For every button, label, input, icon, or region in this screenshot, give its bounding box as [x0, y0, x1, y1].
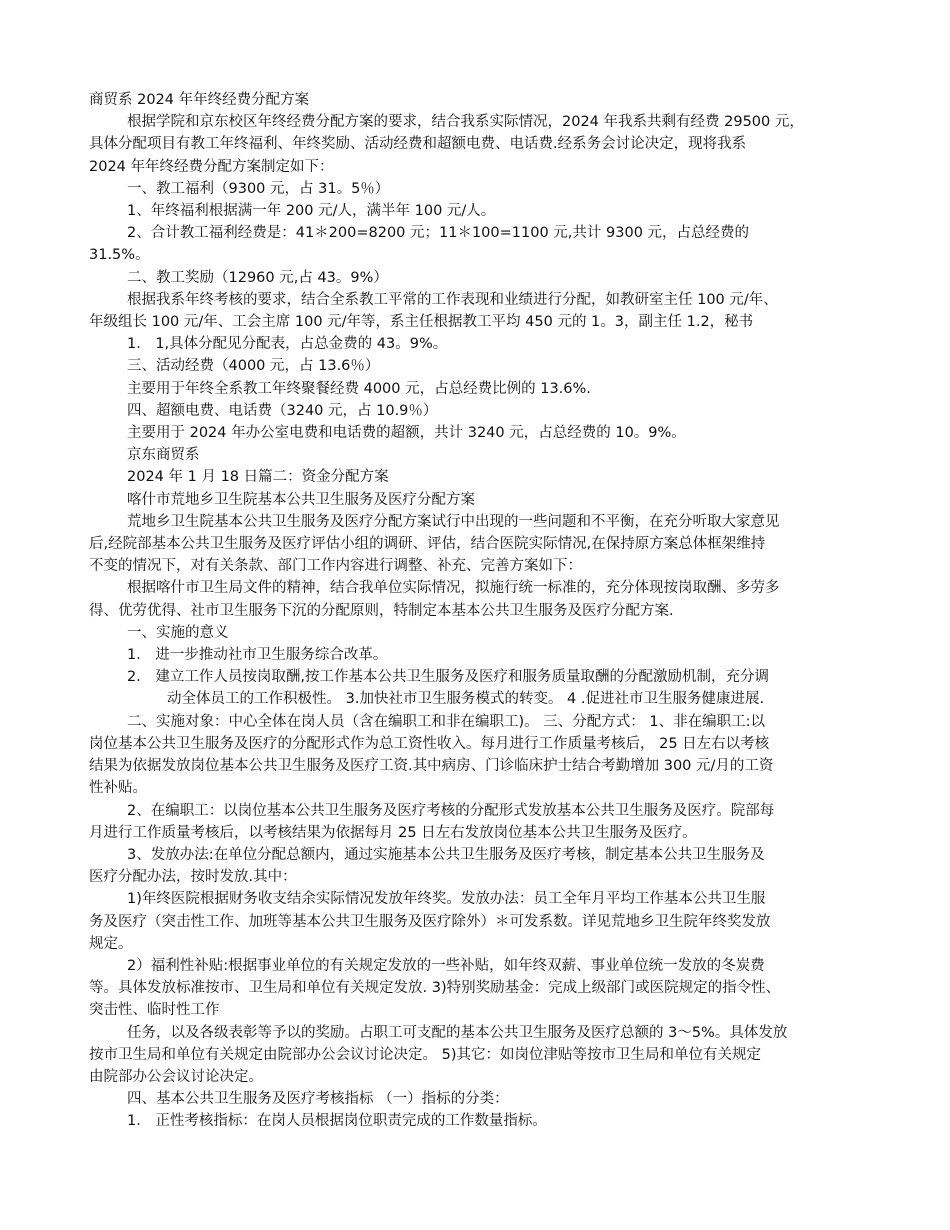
text-line: 三、活动经费（4000 元，占 13.6％）	[127, 358, 380, 375]
text-line: 由院部办公会议讨论决定。	[89, 1068, 263, 1085]
text-line: 二、教工奖励（12960 元,占 43。9%）	[127, 269, 388, 286]
text-line: 2）福利性补贴:根据事业单位的有关规定发放的一些补贴，如年终双薪、事业单位统一发放的冬炭费	[127, 957, 765, 974]
text-line: 突击性、临时性工作	[89, 1002, 220, 1019]
text-line: 2、合计教工福利经费是：41＊200=8200 元；11＊100=1100 元,共计 9300 元，占总经费的	[127, 225, 750, 242]
text-line: 一、教工福利（9300 元，占 31。5％）	[127, 180, 390, 197]
text-line: 按市卫生局和单位有关规定由院部办公会议讨论决定。 5)其它：如岗位津贴等按市卫生局和单位有关规定	[89, 1046, 761, 1063]
text-line: 医疗分配办法，按时发放.其中：	[89, 869, 297, 886]
text-line: 岗位基本公共卫生服务及医疗的分配形式作为总工资性收入。每月进行工作质量考核后， 25 日左右以考核	[89, 735, 770, 752]
text-line: 主要用于年终全系教工年终聚餐经费 4000 元，占总经费比例的 13.6%.	[127, 380, 591, 397]
text-line: 具体分配项目有教工年终福利、年终奖励、活动经费和超额电费、电话费.经系务会讨论决定，现将我系	[89, 136, 747, 153]
text-line: 性补贴。	[89, 780, 147, 797]
text-line: 一、实施的意义	[127, 624, 229, 641]
text-line: 主要用于 2024 年办公室电费和电话费的超额，共计 3240 元，占总经费的 10。9%。	[127, 425, 686, 442]
text-line: 1． 进一步推动社市卫生服务综合改革。	[127, 647, 388, 664]
text-line: 1． 1,具体分配见分配表，占总金费的 43。9%。	[127, 336, 448, 353]
text-line: 不变的情况下，对有关条款、部门工作内容进行调整、补充、完善方案如下：	[89, 558, 582, 575]
text-line: 年级组长 100 元/年、工会主席 100 元/年等，系主任根据教工平均 450 元的 1。3，副主任 1.2，秘书	[89, 314, 754, 331]
text-line: 动全体员工的工作积极性。 3.加快社市卫生服务模式的转变。 4 .促进社市卫生服务健康进展.	[167, 691, 765, 708]
text-line: 2． 建立工作人员按岗取酬,按工作基本公共卫生服务及医疗和服务质量取酬的分配激励机制，充分调	[127, 669, 769, 686]
text-line: 二、实施对象：中心全体在岗人员（含在编职工和非在编职工)。 三、分配方式： 1、非在编职工:以	[127, 713, 765, 730]
text-line: 2024 年年终经费分配方案制定如下：	[89, 158, 334, 175]
text-line: 2、在编职工：以岗位基本公共卫生服务及医疗考核的分配形式发放基本公共卫生服务及医疗。院部每	[127, 802, 775, 819]
text-line: 根据学院和京东校区年终经费分配方案的要求，结合我系实际情况，2024 年我系共剩有经费 29500 元，	[127, 114, 804, 131]
text-line: 京东商贸系	[127, 447, 200, 464]
text-line: 月进行工作质量考核后，以考核结果为依据每月 25 日左右发放岗位基本公共卫生服务及医疗。	[89, 824, 697, 841]
text-line: 四、超额电费、电话费（3240 元，占 10.9％）	[127, 402, 438, 419]
document-title: 商贸系 2024 年年终经费分配方案	[89, 92, 310, 108]
text-line: 3、发放办法:在单位分配总额内，通过实施基本公共卫生服务及医疗考核，制定基本公共卫生服务及	[127, 846, 765, 863]
text-line: 后,经院部基本公共卫生服务及医疗评估小组的调研、评估，结合医院实际情况,在保持原方案总体框架维持	[89, 536, 766, 553]
text-line: 1． 正性考核指标：在岗人员根据岗位职责完成的工作数量指标。	[127, 1113, 547, 1130]
text-line: 喀什市荒地乡卫生院基本公共卫生服务及医疗分配方案	[127, 491, 475, 508]
text-line: 荒地乡卫生院基本公共卫生服务及医疗分配方案试行中出现的一些问题和不平衡，在充分听取大家意见	[127, 513, 780, 530]
text-line: 根据我系年终考核的要求，结合全系教工平常的工作表现和业绩进行分配，如教研室主任 100 元/年、	[127, 291, 778, 308]
text-line: 任务，以及各级表彰等予以的奖励。占职工可支配的基本公共卫生服务及医疗总额的 3～5%。具体发放	[127, 1024, 788, 1041]
text-line: 1、年终福利根据满一年 200 元/人，满半年 100 元/人。	[127, 203, 496, 220]
text-line: 根据喀什市卫生局文件的精神，结合我单位实际情况，拟施行统一标准的，充分体现按岗取酬、多劳多	[127, 580, 780, 597]
text-line: 规定。	[89, 935, 133, 952]
text-line: 31.5%。	[89, 247, 150, 264]
text-line: 得、优劳优得、社市卫生服务下沉的分配原则，特制定本基本公共卫生服务及医疗分配方案.	[89, 602, 674, 619]
text-line: 1)年终医院根据财务收支结余实际情况发放年终奖。发放办法：员工全年月平均工作基本公共卫生服	[127, 891, 766, 908]
text-line: 结果为依据发放岗位基本公共卫生服务及医疗工资.其中病房、门诊临床护士结合考勤增加 300 元/月的工资	[89, 758, 774, 775]
text-line: 务及医疗（突击性工作、加班等基本公共卫生服务及医疗除外）＊可发系数。详见荒地乡卫生院年终奖发放	[89, 913, 771, 930]
text-line: 等。具体发放标准按市、卫生局和单位有关规定发放. 3)特别奖励基金：完成上级部门或医院规定的指令性、	[89, 980, 781, 997]
text-line: 四、基本公共卫生服务及医疗考核指标 （一）指标的分类：	[127, 1091, 509, 1108]
text-line: 2024 年 1 月 18 日篇二：资金分配方案	[127, 469, 389, 486]
